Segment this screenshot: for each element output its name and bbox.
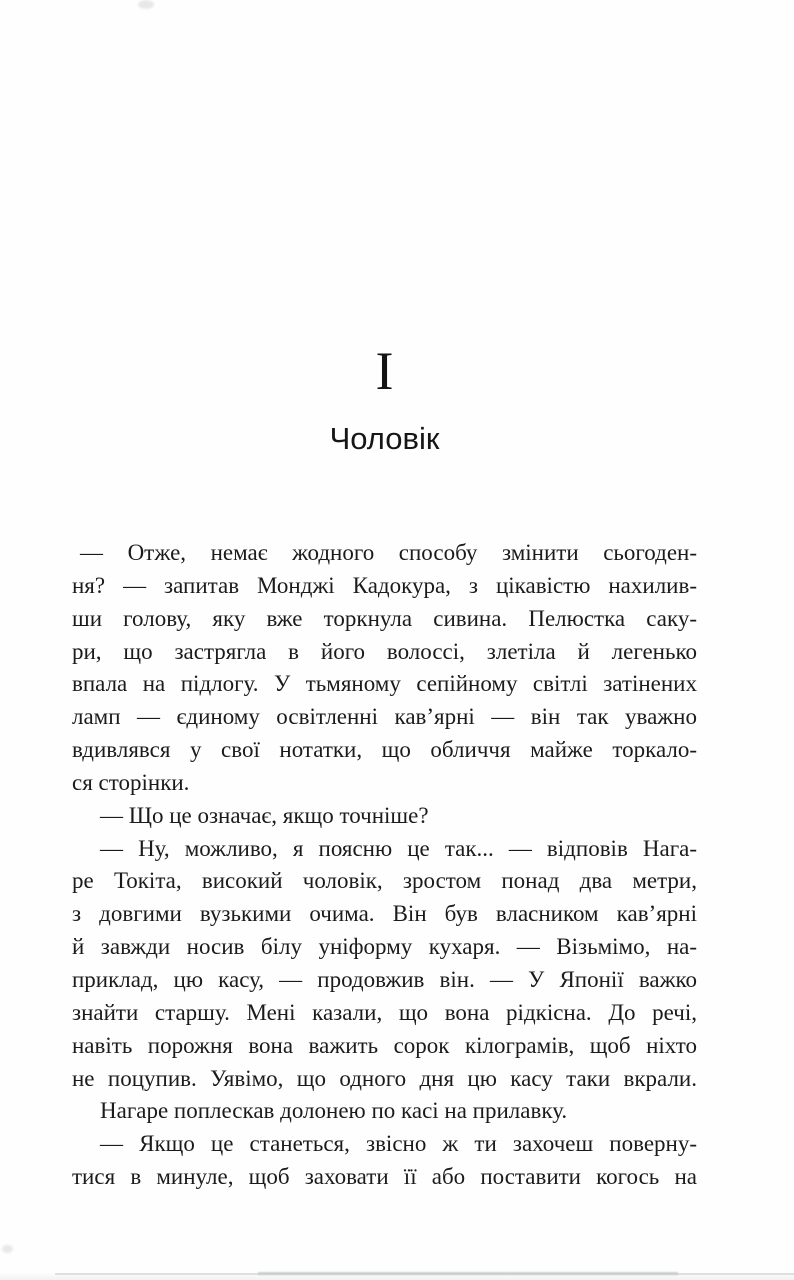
text-line: навіть порожня вона важить сорок кілограмів, щоб ніхто [72,1032,697,1058]
text-line: вдивлявся у свої нотатки, що обличчя майже торкало- [72,737,697,763]
text-line: ся сторінки. [72,769,190,795]
chapter-title: Чоловік [329,421,440,456]
text-line: знайти старшу. Мені казали, що вона рідкісна. До речі, [72,999,697,1025]
text-line: тися в минуле, щоб заховати її або поставити когось на [72,1164,697,1190]
text-line: ши голову, яку вже торкнула сивина. Пелюстка саку- [72,605,697,631]
scan-smudge-bottom-left [2,1245,13,1253]
text-line: ре Токіта, високий чоловік, зростом понад два метри, [72,868,697,894]
text-line: ня? — запитав Монджі Кадокура, з цікавістю нахилив- [72,572,697,598]
text-line: не поцупив. Уявімо, що одного дня цю касу таки вкрали. [72,1065,697,1091]
body-text [72,537,697,1194]
text-line: й завжди носив білу уніформу кухаря. — Візьмімо, на- [72,934,697,960]
text-line: — Що це означає, якщо точніше? [100,802,429,828]
text-line: ри, що застрягла в його волоссі, злетіла й легенько [72,638,697,664]
text-line: впала на підлогу. У тьмяному сепійному світлі затінених [72,671,697,697]
text-line: ламп — єдиному освітленні кав’ярні — він так уважно [72,704,697,730]
text-line: — Ну, можливо, я поясню це так... — відповів Нага- [100,835,697,861]
text-line: — Отже, немає жодного способу змінити сьогоден- [80,540,697,565]
text-line: з довгими вузькими очима. Він був власником кав’ярні [72,901,697,927]
scan-smudge-top [138,0,154,9]
text-line: приклад, цю касу, — продовжив він. — У Японії важко [72,966,697,992]
scan-bottom-edge-fade [0,1272,794,1280]
text-line: — Якщо це станеться, звісно ж ти захочеш поверну- [100,1131,697,1157]
chapter-numeral: I [375,341,394,401]
text-line: Нагаре поплескав долонею по касі на прилавку. [100,1098,568,1124]
